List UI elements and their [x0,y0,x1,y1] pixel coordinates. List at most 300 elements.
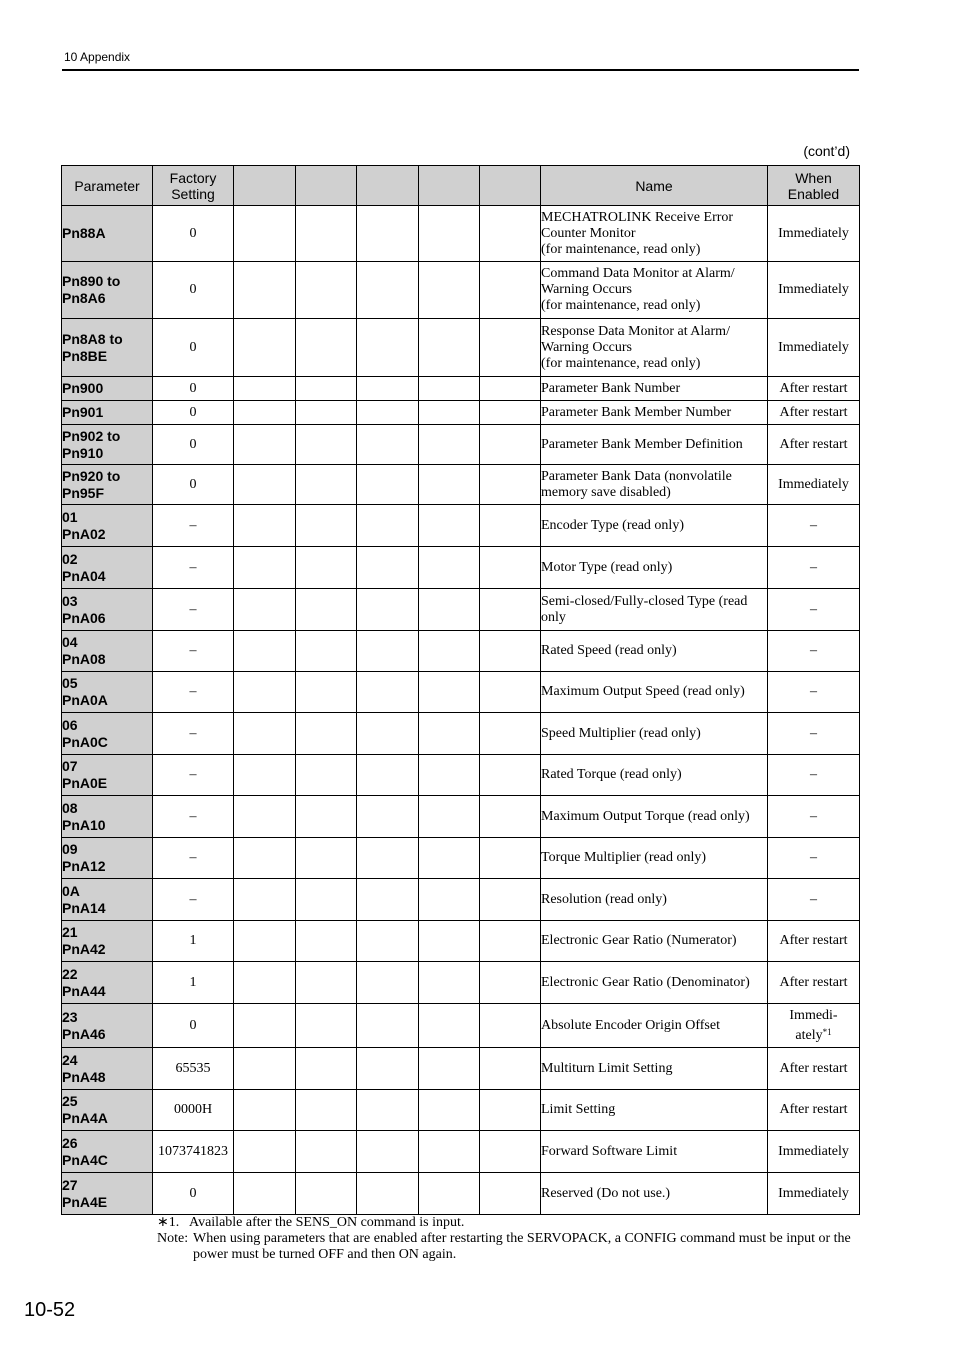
blank-cell [357,1048,419,1090]
blank-cell [357,1131,419,1173]
name-cell [541,401,768,425]
blank-cell [357,377,419,401]
name-cell-line: Reserved (Do not use.) [541,1185,671,1201]
table-row [62,713,860,755]
name-cell-line: MECHATROLINK Receive Error [541,209,734,225]
blank-cell [419,921,480,962]
table-row [62,505,860,547]
parameter-cell-line: PnA0E [62,775,108,791]
parameter-cell-line: 22 [62,965,78,982]
parameter-cell [62,1090,153,1131]
blank-cell [480,755,541,796]
table-body [62,206,860,1215]
table-row [62,838,860,879]
name-cell [541,465,768,505]
name-cell-line: Warning Occurs [541,282,633,297]
col-header-blank [234,166,296,206]
blank-cell [419,589,480,631]
blank-cell [234,319,296,377]
factory-setting-cell: 1073741823 [153,1131,234,1173]
parameter-cell-line: 02 [62,550,78,567]
parameter-cell-line: 24 [62,1051,78,1068]
blank-cell [296,1173,357,1215]
parameter-cell [62,206,153,262]
blank-cell [357,962,419,1004]
factory-setting-cell: 0 [153,425,234,465]
when-enabled-cell-line: After restart [779,1060,848,1076]
when-enabled-cell-line: – [810,891,817,907]
name-cell-line: (for maintenance, read only) [541,241,701,257]
parameter-cell-line: 06 [62,716,78,733]
parameter-cell-line: PnA0A [62,692,108,708]
factory-setting-cell: – [153,713,234,755]
name-cell-line: Multiturn Limit Setting [541,1060,673,1076]
blank-cell [419,1173,480,1215]
factory-setting-cell: – [153,796,234,838]
when-enabled-cell [768,1048,860,1090]
name-cell-line: Counter Monitor [541,225,636,241]
table-row [62,1048,860,1090]
when-enabled-cell-line: Immediately [778,476,849,492]
parameter-cell-line: Pn8A6 [62,290,106,306]
page-number: 10-52 [24,1299,76,1321]
blank-cell [357,401,419,425]
col-header-name: Name [541,166,768,206]
blank-cell [419,505,480,547]
blank-cell [419,377,480,401]
name-cell [541,672,768,713]
factory-setting-cell: 0 [153,377,234,401]
parameter-cell-line: PnA04 [62,567,106,584]
name-cell-line: Torque Multiplier (read only) [541,850,707,865]
blank-cell [296,879,357,921]
blank-cell [296,796,357,838]
table-row [62,377,860,401]
page-header: 10 Appendix [64,50,131,64]
parameter-cell [62,838,153,879]
parameter-cell-line: Pn890 to [62,273,121,289]
factory-setting-cell: – [153,589,234,631]
name-cell [541,1004,768,1048]
when-enabled-cell [768,206,860,262]
when-enabled-cell [768,1173,860,1215]
footnote-1 [157,1215,857,1231]
table-row [62,755,860,796]
blank-cell [234,206,296,262]
parameter-cell [62,962,153,1004]
name-cell-line: Absolute Encoder Origin Offset [541,1017,720,1033]
blank-cell [234,1090,296,1131]
col-header-parameter: Parameter [62,166,153,206]
blank-cell [234,796,296,838]
factory-setting-cell: 0000H [153,1090,234,1131]
parameter-cell [62,1004,153,1048]
when-enabled-cell [768,262,860,319]
blank-cell [357,713,419,755]
parameter-cell-line: PnA12 [62,858,106,874]
when-enabled-cell-line: Immediately [778,225,849,241]
table-row [62,1090,860,1131]
blank-cell [419,755,480,796]
name-cell-line: Response Data Monitor at Alarm/ [541,323,730,339]
name-cell [541,713,768,755]
when-enabled-cell-line: After restart [779,380,848,396]
blank-cell [234,425,296,465]
blank-cell [480,262,541,319]
when-enabled-cell [768,713,860,755]
table-row [62,1131,860,1173]
blank-cell [419,465,480,505]
parameter-cell-line: 21 [62,924,78,940]
table-row [62,589,860,631]
factory-setting-cell: 65535 [153,1048,234,1090]
factory-setting-cell: – [153,547,234,589]
blank-cell [234,1004,296,1048]
name-cell-line: Forward Software Limit [541,1143,678,1159]
blank-cell [480,796,541,838]
name-cell-line: Rated Torque (read only) [541,767,682,782]
parameter-cell-line: 01 [62,508,78,525]
blank-cell [296,505,357,547]
blank-cell [234,879,296,921]
parameter-cell-line: PnA06 [62,609,106,626]
name-cell [541,1048,768,1090]
parameter-cell-line: PnA10 [62,816,106,833]
blank-cell [419,672,480,713]
continued-label: (cont’d) [803,143,850,159]
factory-setting-cell: 0 [153,465,234,505]
parameter-cell-line: PnA4A [62,1110,108,1126]
parameter-cell-line: 23 [62,1008,78,1025]
table-row [62,465,860,505]
blank-cell [296,672,357,713]
blank-cell [357,796,419,838]
when-enabled-cell [768,377,860,401]
name-cell [541,262,768,319]
blank-cell [419,796,480,838]
name-cell-line: Electronic Gear Ratio (Numerator) [541,933,737,948]
when-enabled-cell [768,1131,860,1173]
parameter-cell [62,879,153,921]
when-enabled-cell [768,796,860,838]
parameter-table [61,165,860,1215]
when-enabled-cell [768,672,860,713]
blank-cell [296,425,357,465]
blank-cell [419,319,480,377]
table-row [62,319,860,377]
name-cell [541,425,768,465]
parameter-cell-line: Pn88A [62,225,106,241]
parameter-cell [62,796,153,838]
name-cell [541,838,768,879]
blank-cell [357,1004,419,1048]
blank-cell [419,1131,480,1173]
blank-cell [357,505,419,547]
blank-cell [419,547,480,589]
name-cell [541,921,768,962]
table-row [62,879,860,921]
factory-setting-cell: – [153,838,234,879]
blank-cell [234,547,296,589]
note-marker: Note: [157,1231,189,1246]
name-cell-line: Command Data Monitor at Alarm/ [541,266,735,281]
when-enabled-cell-line: – [810,559,817,575]
blank-cell [234,755,296,796]
name-cell [541,505,768,547]
table-row [62,547,860,589]
factory-setting-cell: 1 [153,962,234,1004]
factory-setting-cell: 0 [153,401,234,425]
parameter-cell-line: PnA08 [62,651,106,667]
blank-cell [357,589,419,631]
blank-cell [234,262,296,319]
blank-cell [357,1173,419,1215]
table-row [62,672,860,713]
footnote-text: Available after the SENS_ON command is input. [189,1215,465,1230]
parameter-cell-line: 26 [62,1134,78,1151]
when-enabled-cell [768,1004,860,1048]
blank-cell [234,921,296,962]
parameter-cell [62,1048,153,1090]
when-enabled-cell-line [768,1024,859,1044]
parameter-cell [62,505,153,547]
when-enabled-cell [768,921,860,962]
when-enabled-cell [768,401,860,425]
blank-cell [419,262,480,319]
blank-cell [234,377,296,401]
blank-cell [357,838,419,879]
parameter-cell [62,547,153,589]
blank-cell [357,631,419,672]
table-row [62,401,860,425]
col-header-factory-setting: Factory Setting [153,166,234,206]
when-enabled-cell [768,631,860,672]
parameter-cell-line: Pn900 [62,380,104,396]
factory-setting-cell: 0 [153,206,234,262]
blank-cell [419,1004,480,1048]
when-enabled-text: ately [795,1027,823,1043]
table-row [62,1004,860,1048]
blank-cell [296,755,357,796]
blank-cell [419,879,480,921]
blank-cell [419,1090,480,1131]
blank-cell [357,547,419,589]
when-enabled-cell-line: After restart [779,933,848,948]
parameter-cell-line: Pn910 [62,444,104,461]
blank-cell [480,505,541,547]
blank-cell [480,1048,541,1090]
when-enabled-cell-line: – [810,850,817,865]
blank-cell [357,755,419,796]
blank-cell [357,425,419,465]
when-enabled-cell-line: Immedi- [789,1007,838,1023]
blank-cell [234,962,296,1004]
blank-cell [234,1048,296,1090]
parameter-cell-line: PnA14 [62,899,106,916]
parameter-cell-line: PnA44 [62,982,106,999]
blank-cell [480,838,541,879]
blank-cell [357,672,419,713]
factory-setting-cell: – [153,755,234,796]
name-cell-line: Parameter Bank Member Definition [541,436,743,452]
name-cell [541,377,768,401]
blank-cell [296,206,357,262]
name-cell-line: Rated Speed (read only) [541,643,677,658]
blank-cell [419,425,480,465]
blank-cell [480,1004,541,1048]
note [157,1231,857,1263]
parameter-cell-line: Pn902 to [62,427,121,444]
header-rule [62,69,859,71]
note-text: When using parameters that are enabled after restarting the SERVOPACK, a CONFIG command must be input or the power must be turned OFF and then ON again. [193,1231,851,1262]
blank-cell [234,713,296,755]
when-enabled-cell-line: – [810,808,817,824]
factory-setting-cell: – [153,879,234,921]
blank-cell [480,401,541,425]
when-enabled-cell [768,319,860,377]
name-cell-line: Parameter Bank Number [541,380,681,396]
blank-cell [296,631,357,672]
table-row [62,425,860,465]
table-row [62,962,860,1004]
blank-cell [480,1090,541,1131]
name-cell [541,1173,768,1215]
col-header-blank [419,166,480,206]
parameter-cell [62,631,153,672]
table-row [62,206,860,262]
blank-cell [480,879,541,921]
blank-cell [296,838,357,879]
when-enabled-cell-line: After restart [779,1102,848,1117]
parameter-cell [62,425,153,465]
when-enabled-cell [768,505,860,547]
factory-setting-cell: 0 [153,1173,234,1215]
when-enabled-cell-line: – [810,767,817,782]
blank-cell [357,319,419,377]
when-enabled-cell-line: After restart [779,974,848,990]
blank-cell [296,921,357,962]
blank-cell [480,962,541,1004]
blank-cell [357,262,419,319]
name-cell-line: Resolution (read only) [541,891,667,907]
parameter-cell-line: Pn8A8 to [62,330,123,347]
parameter-cell [62,921,153,962]
parameter-cell [62,465,153,505]
name-cell [541,755,768,796]
name-cell [541,962,768,1004]
when-enabled-cell-line: – [810,684,817,699]
parameter-cell [62,377,153,401]
blank-cell [480,713,541,755]
name-cell-line: (for maintenance, read only) [541,298,701,313]
blank-cell [296,401,357,425]
parameter-cell-line: Pn8BE [62,347,108,364]
name-cell-line: Motor Type (read only) [541,559,673,575]
table-row [62,631,860,672]
blank-cell [357,206,419,262]
blank-cell [419,962,480,1004]
parameter-cell [62,1131,153,1173]
blank-cell [357,465,419,505]
blank-cell [234,1131,296,1173]
when-enabled-cell-line: Immediately [778,1185,849,1201]
parameter-cell-line: Pn901 [62,404,104,420]
name-cell [541,206,768,262]
footnotes [157,1215,857,1263]
factory-setting-cell: 0 [153,262,234,319]
name-cell-line: Parameter Bank Data (nonvolatile [541,468,732,484]
parameter-cell-line: PnA4C [62,1151,108,1168]
blank-cell [480,377,541,401]
blank-cell [480,465,541,505]
when-enabled-cell [768,465,860,505]
blank-cell [234,401,296,425]
name-cell-line: Limit Setting [541,1102,616,1117]
when-enabled-cell-line: After restart [779,404,848,420]
blank-cell [296,713,357,755]
table-row [62,1173,860,1215]
name-cell-line: Electronic Gear Ratio (Denominator) [541,974,750,990]
blank-cell [480,1131,541,1173]
factory-setting-cell: – [153,631,234,672]
parameter-cell-line: PnA48 [62,1068,106,1085]
name-cell-line: Semi-closed/Fully-closed Type (read [541,593,748,609]
when-enabled-cell-line: – [810,601,817,617]
factory-setting-cell: – [153,505,234,547]
name-cell [541,1131,768,1173]
blank-cell [234,672,296,713]
when-enabled-cell [768,589,860,631]
blank-cell [234,465,296,505]
blank-cell [296,465,357,505]
name-cell [541,631,768,672]
blank-cell [480,206,541,262]
blank-cell [419,713,480,755]
blank-cell [419,631,480,672]
when-enabled-cell-line: – [810,517,817,533]
factory-setting-cell: – [153,672,234,713]
blank-cell [480,1173,541,1215]
parameter-cell-line: PnA42 [62,941,106,957]
parameter-cell-line: 25 [62,1093,78,1109]
blank-cell [296,377,357,401]
parameter-cell-line: 03 [62,592,78,609]
table-header-row [62,166,860,206]
parameter-cell [62,713,153,755]
blank-cell [234,838,296,879]
table-row [62,262,860,319]
footnote-ref: *1 [822,1026,832,1037]
blank-cell [234,505,296,547]
blank-cell [480,425,541,465]
table-row [62,921,860,962]
blank-cell [480,631,541,672]
col-header-blank [357,166,419,206]
col-header-blank [296,166,357,206]
blank-cell [357,921,419,962]
blank-cell [296,1090,357,1131]
name-cell-line: Speed Multiplier (read only) [541,725,701,741]
parameter-cell [62,319,153,377]
name-cell-line: Encoder Type (read only) [541,517,684,533]
blank-cell [480,319,541,377]
name-cell [541,319,768,377]
blank-cell [234,631,296,672]
name-cell [541,1090,768,1131]
name-cell-line: only [541,609,566,625]
when-enabled-cell [768,425,860,465]
when-enabled-cell [768,879,860,921]
